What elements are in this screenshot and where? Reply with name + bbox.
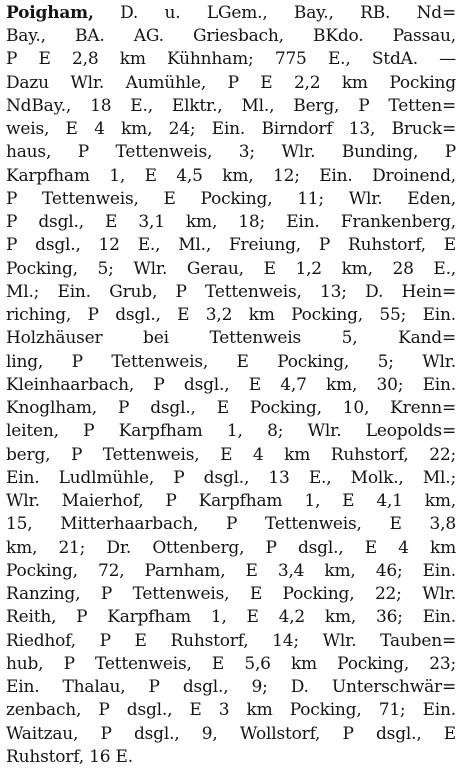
entry-line-17: Kleinhaarbach, P dsgl., E 4,7 km, 30; Ein.: [6, 374, 456, 395]
entry-line-18: Knoglham, P dsgl., E Pocking, 10, Krenn=: [6, 398, 456, 419]
entry-line-11: P dsgl., 12 E., Ml., Freiung, P Ruhstorf, E: [6, 235, 456, 256]
entry-line-24: km, 21; Dr. Ottenberg, P dsgl., E 4 km: [6, 537, 456, 558]
entry-line-1-text: D. u. LGem., Bay., RB. Nd=: [93, 3, 456, 23]
entry-line-20: berg, P Tettenweis, E 4 km Ruhstorf, 22;: [6, 444, 456, 465]
entry-line-30: Ein. Thalau, P dsgl., 9; D. Unterschwär=: [6, 677, 456, 698]
entry-line-4: Dazu Wlr. Aumühle, P E 2,2 km Pocking: [6, 72, 456, 93]
entry-line-25: Pocking, 72, Parnham, E 3,4 km, 46; Ein.: [6, 560, 456, 581]
entry-line-5: NdBay., 18 E., Elktr., Ml., Berg, P Tetten=: [6, 95, 456, 116]
entry-line-29: hub, P Tettenweis, E 5,6 km Pocking, 23;: [6, 653, 456, 674]
entry-line-14: riching, P dsgl., E 3,2 km Pocking, 55; Ein.: [6, 305, 456, 326]
entry-line-2: Bay., BA. AG. Griesbach, BKdo. Passau,: [6, 26, 456, 47]
entry-line-9: P Tettenweis, E Pocking, 11; Wlr. Eden,: [6, 188, 456, 209]
entry-line-6: weis, E 4 km, 24; Ein. Birndorf 13, Bruck=: [6, 119, 456, 140]
entry-line-10: P dsgl., E 3,1 km, 18; Ein. Frankenberg,: [6, 212, 456, 233]
entry-line-1: [6, 2, 456, 25]
gazetteer-entry: [6, 2, 456, 769]
entry-line-7: haus, P Tettenweis, 3; Wlr. Bunding, P: [6, 142, 456, 163]
entry-headword: Poigham,: [6, 3, 94, 23]
entry-line-8: Karpfham 1, E 4,5 km, 12; Ein. Droinend,: [6, 165, 456, 186]
entry-line-32: Waitzau, P dsgl., 9, Wollstorf, P dsgl., E: [6, 723, 456, 744]
entry-line-15: Holzhäuser bei Tettenweis 5, Kand=: [6, 328, 456, 349]
entry-line-12: Pocking, 5; Wlr. Gerau, E 1,2 km, 28 E.,: [6, 258, 456, 279]
entry-line-26: Ranzing, P Tettenweis, E Pocking, 22; Wlr.: [6, 584, 456, 605]
entry-line-23: 15, Mitterhaarbach, P Tettenweis, E 3,8: [6, 514, 456, 535]
entry-line-31: zenbach, P dsgl., E 3 km Pocking, 71; Ein.: [6, 700, 456, 721]
entry-line-13: Ml.; Ein. Grub, P Tettenweis, 13; D. Hein=: [6, 281, 456, 302]
entry-line-16: ling, P Tettenweis, E Pocking, 5; Wlr.: [6, 351, 456, 372]
entry-line-3: P E 2,8 km Kühnham; 775 E., StdA. —: [6, 49, 456, 70]
entry-line-22: Wlr. Maierhof, P Karpfham 1, E 4,1 km,: [6, 491, 456, 512]
entry-line-19: leiten, P Karpfham 1, 8; Wlr. Leopolds=: [6, 421, 456, 442]
entry-line-27: Reith, P Karpfham 1, E 4,2 km, 36; Ein.: [6, 607, 456, 628]
entry-line-21: Ein. Ludlmühle, P dsgl., 13 E., Molk., Ml.;: [6, 467, 456, 488]
entry-line-28: Riedhof, P E Ruhstorf, 14; Wlr. Tauben=: [6, 630, 456, 651]
entry-line-33: Ruhstorf, 16 E.: [6, 746, 133, 767]
